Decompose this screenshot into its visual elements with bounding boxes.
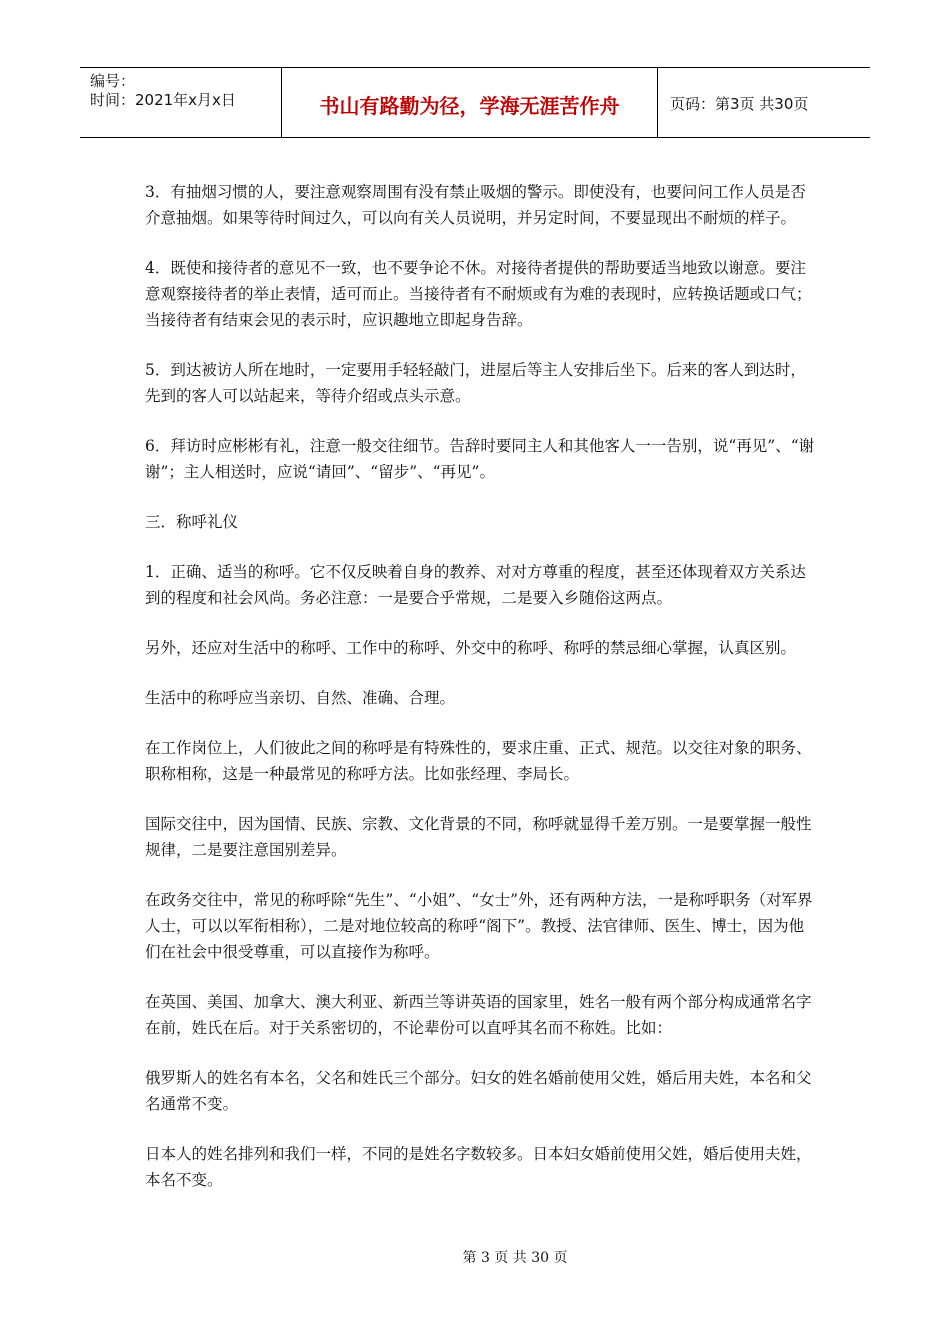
section-heading: 三．称呼礼仪 <box>145 513 239 531</box>
document-number: 编号： <box>90 72 136 90</box>
header-meta <box>80 68 282 137</box>
document-body <box>145 179 815 1217</box>
document-date: 时间：2021年x月x日 <box>90 91 236 109</box>
paragraph: 1．正确、适当的称呼。它不仅反映着自身的教养、对对方尊重的程度，甚至还体现着双方关系达到的程度和社会风尚。务必注意：一是要合乎常规，二是要入乡随俗这两点。 <box>145 563 806 607</box>
paragraph: 在工作岗位上，人们彼此之间的称呼是有特殊性的，要求庄重、正式、规范。以交往对象的职务、职称相称，这是一种最常见的称呼方法。比如张经理、李局长。 <box>145 739 812 783</box>
page-header <box>80 67 870 138</box>
paragraph: 在英国、美国、加拿大、澳大利亚、新西兰等讲英语的国家里，姓名一般有两个部分构成通常名字在前，姓氏在后。对于关系密切的，不论辈份可以直呼其名而不称姓。比如： <box>145 993 812 1037</box>
header-page-info: 页码：第3页 共30页 <box>670 95 809 113</box>
paragraph: 3．有抽烟习惯的人，要注意观察周围有没有禁止吸烟的警示。即使没有，也要问问工作人员是否介意抽烟。如果等待时间过久，可以向有关人员说明，并另定时间，不要显现出不耐烦的样子。 <box>145 183 806 227</box>
paragraph: 国际交往中，因为国情、民族、宗教、文化背景的不同，称呼就显得千差万别。一是要掌握一般性规律，二是要注意国别差异。 <box>145 815 812 859</box>
paragraph: 5．到达被访人所在地时，一定要用手轻轻敲门，进屋后等主人安排后坐下。后来的客人到达时，先到的客人可以站起来，等待介绍或点头示意。 <box>145 361 806 405</box>
paragraph: 4．既使和接待者的意见不一致，也不要争论不休。对接待者提供的帮助要适当地致以谢意。要注意观察接待者的举止表情，适可而止。当接待者有不耐烦或有为难的表现时，应转换话题或口气；当接待者有结束会见的表示时，应识趣地立即起身告辞。 <box>145 259 812 329</box>
paragraph: 另外，还应对生活中的称呼、工作中的称呼、外交中的称呼、称呼的禁忌细心掌握，认真区别。 <box>145 639 797 657</box>
paragraph: 6．拜访时应彬彬有礼，注意一般交往细节。告辞时要同主人和其他客人一一告别，说“再见”、“谢谢”；主人相送时，应说“请回”、“留步”、“再见”。 <box>145 437 815 481</box>
paragraph: 在政务交往中，常见的称呼除“先生”、“小姐”、“女士”外，还有两种方法，一是称呼职务（对军界人士，可以以军衔相称），二是对地位较高的称呼“阁下”。教授、法官律师、医生、博士，因为他们在社会中很受尊重，可以直接作为称呼。 <box>145 891 813 961</box>
paragraph: 俄罗斯人的姓名有本名，父名和姓氏三个部分。妇女的姓名婚前使用父姓，婚后用夫姓，本名和父名通常不变。 <box>145 1069 812 1113</box>
page-footer: 第 3 页 共 30 页 <box>462 1250 568 1266</box>
paragraph: 生活中的称呼应当亲切、自然、准确、合理。 <box>145 689 456 707</box>
paragraph: 日本人的姓名排列和我们一样，不同的是姓名字数较多。日本妇女婚前使用父姓，婚后使用夫姓，本名不变。 <box>145 1145 812 1189</box>
header-motto: 书山有路勤为径，学海无涯苦作舟 <box>282 68 658 137</box>
